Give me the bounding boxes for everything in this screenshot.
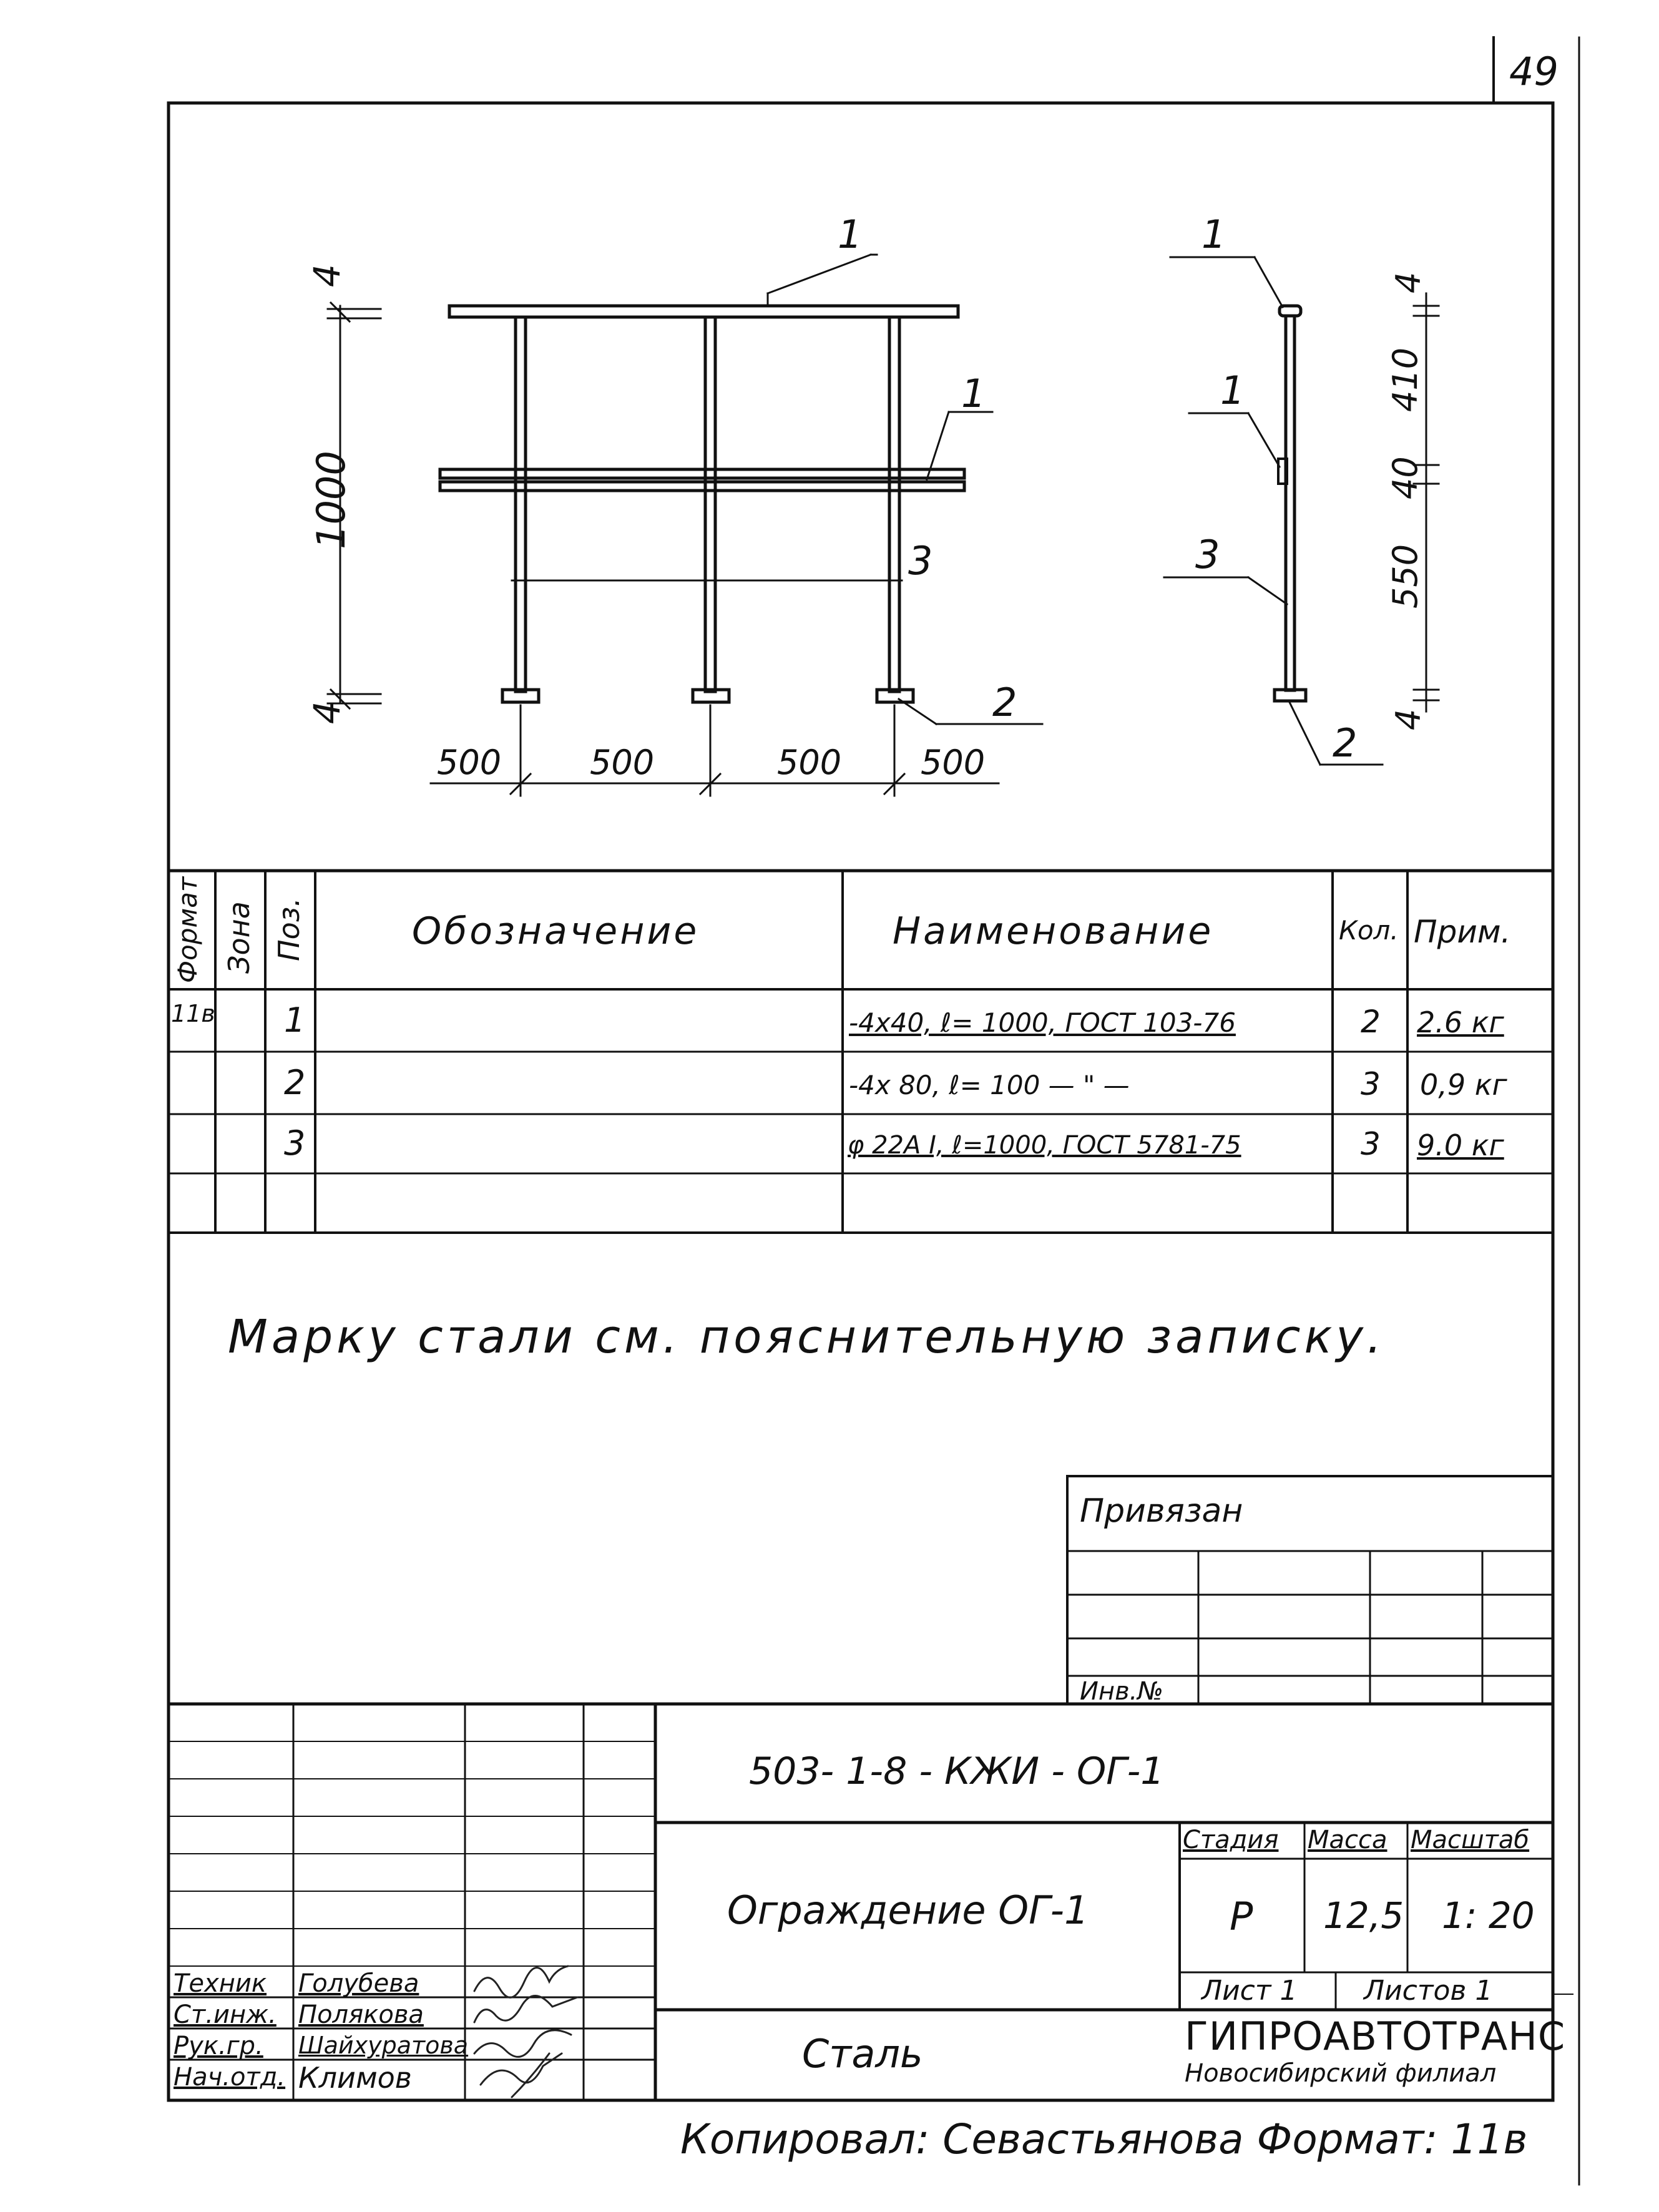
inv-label: Инв.№ [1080,1677,1163,1706]
sheets-label: Листов 1 [1364,1975,1493,2007]
staff-name-4: Климов [298,2061,412,2095]
stage-label: Стадия [1183,1826,1279,1854]
dim-top-4: 4 [306,264,348,287]
staff-role-1: Техник [174,1969,267,1998]
row-3-pos: 3 [284,1123,306,1163]
object-name: Ограждение ОГ-1 [727,1887,1089,1933]
staff-role-4: Нач.отд. [174,2063,286,2092]
header-pos: Поз. [272,898,306,961]
dim-bottom-4: 4 [306,701,348,724]
scale-label: Масштаб [1411,1826,1530,1854]
side-callout-1-mid: 1 [1220,368,1245,413]
row-1-qty: 2 [1361,1004,1381,1040]
organization-name: ГИПРОАВТОТРАНС [1185,2014,1566,2059]
callout-1-top-rail: 1 [838,212,863,257]
scale-value: 1: 20 [1442,1894,1535,1937]
header-zone: Зона [222,901,256,974]
header-note: Прим. [1414,914,1511,950]
side-dim-40: 40 [1386,456,1425,499]
staff-name-3: Шайхуратова [298,2032,469,2059]
dim-spacing-4: 500 [921,743,986,782]
branch-name: Новосибирский филиал [1185,2059,1497,2088]
header-name: Наименование [893,909,1214,953]
row-1-pos: 1 [284,1001,306,1040]
row-2-qty: 3 [1361,1066,1381,1102]
staff-role-2: Ст.инж. [174,2000,276,2029]
callout-3-post: 3 [908,538,933,584]
staff-name-2: Полякова [298,2000,424,2029]
staff-name-1: Голубева [298,1969,419,1998]
dim-spacing-1: 500 [437,743,502,782]
stage-value: Р [1230,1894,1253,1939]
row-2-name: -4х 80, ℓ= 100 — " — [849,1070,1130,1100]
side-dim-4-bottom: 4 [1389,708,1428,730]
page-number: 49 [1509,49,1559,94]
side-dim-4-top: 4 [1389,272,1428,293]
dim-spacing-3: 500 [777,743,842,782]
steel-grade-note: Марку стали см. пояснительную записку. [228,1310,1386,1364]
side-dim-410: 410 [1386,347,1425,412]
header-designation: Обозначение [412,909,700,953]
sheet-label: Лист 1 [1201,1975,1298,2007]
row-3-note: 9.0 кг [1417,1128,1504,1162]
side-callout-3: 3 [1195,532,1220,577]
row-3-qty: 3 [1361,1126,1381,1162]
copied-by-footer: Копировал: Севастьянова Формат: 11в [680,2115,1528,2163]
staff-role-3: Рук.гр. [174,2032,263,2060]
header-format: Формат [172,876,203,983]
side-dim-550: 550 [1386,544,1425,609]
document-code: 503- 1-8 - КЖИ - ОГ-1 [749,1750,1165,1793]
material: Сталь [802,2031,923,2077]
header-qty: Кол. [1339,915,1399,946]
side-callout-1-top: 1 [1201,212,1226,257]
mass-label: Масса [1308,1826,1387,1854]
binding-title: Привязан [1080,1492,1243,1530]
callout-1-mid-rail: 1 [961,371,986,416]
mass-value: 12,5 [1323,1894,1404,1937]
row-2-pos: 2 [284,1063,306,1102]
callout-2-base: 2 [992,680,1017,725]
side-callout-2: 2 [1333,720,1358,766]
row-1-name: -4х40, ℓ= 1000, ГОСТ 103-76 [849,1007,1236,1038]
row-3-name: φ 22А I, ℓ=1000, ГОСТ 5781-75 [848,1131,1241,1160]
dim-spacing-2: 500 [590,743,655,782]
format-value: 11в [171,1000,215,1027]
row-1-note: 2.6 кг [1417,1006,1504,1039]
dim-height-1000: 1000 [308,451,354,549]
row-2-note: 0,9 кг [1420,1068,1507,1102]
